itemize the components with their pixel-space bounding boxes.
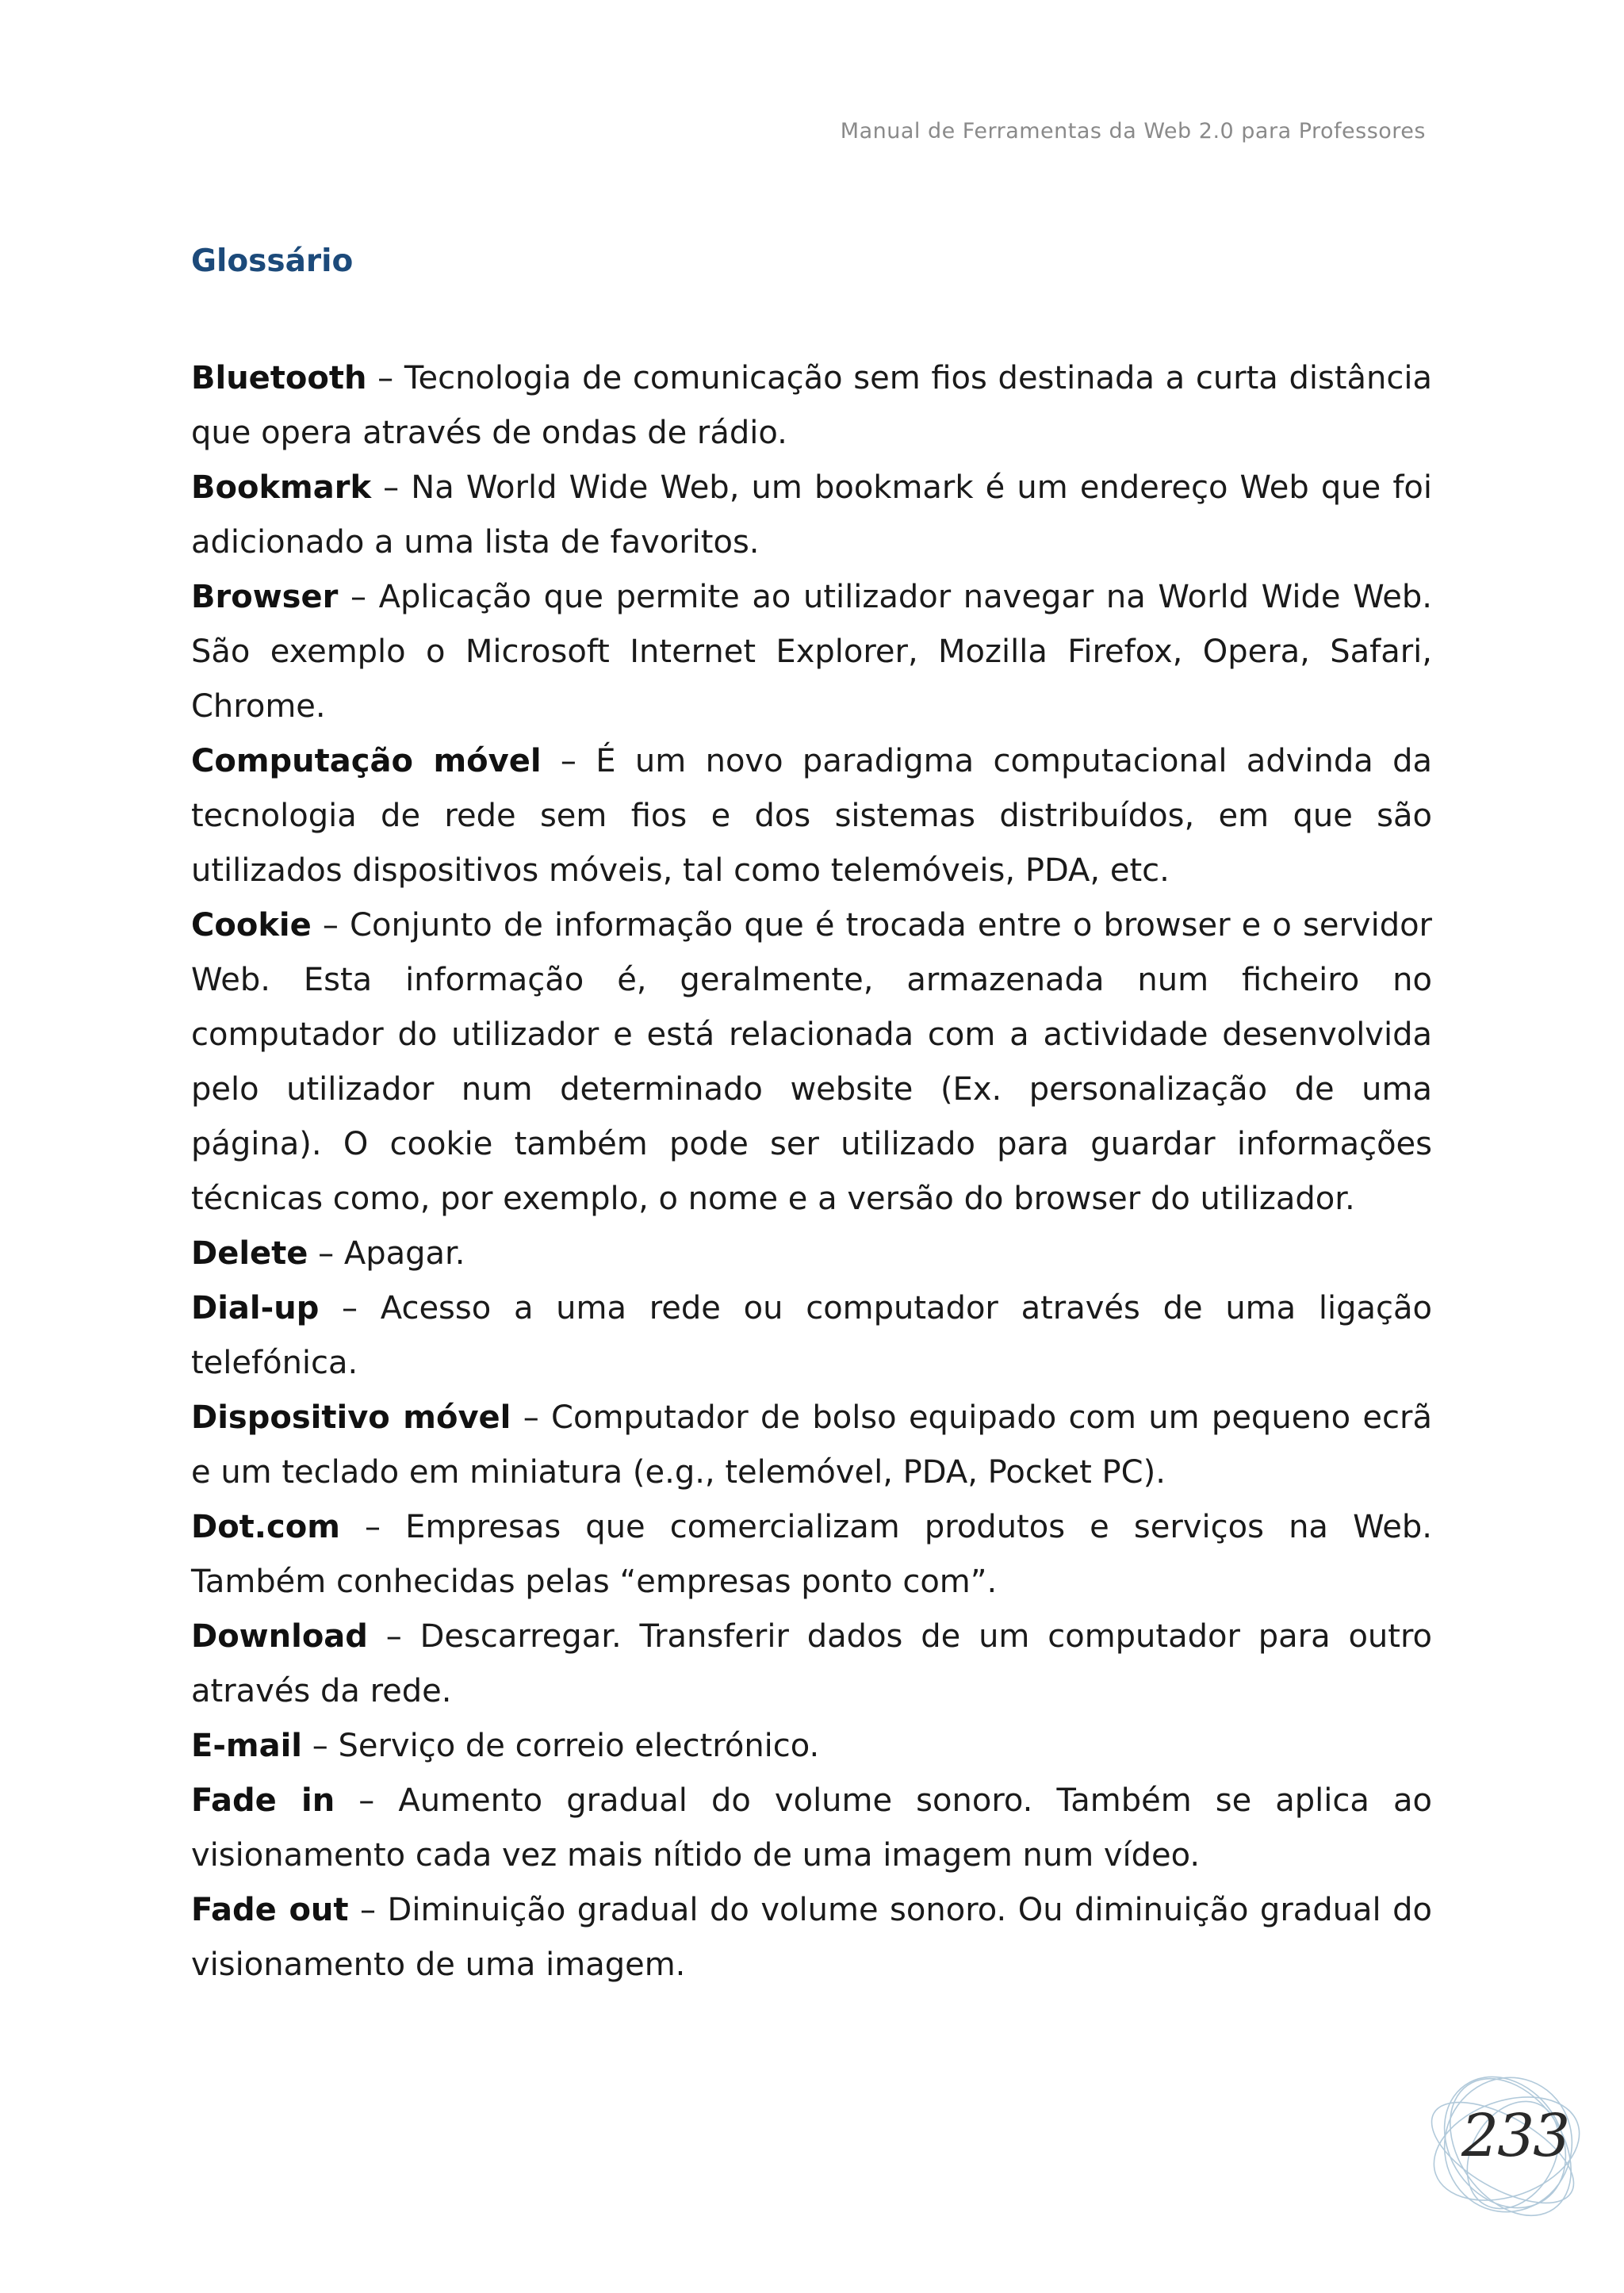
glossary-entry [191, 351, 1432, 461]
glossary-entry [191, 1883, 1432, 1992]
glossary-term: Fade in [191, 1782, 335, 1819]
glossary-term: Download [191, 1618, 368, 1655]
glossary-term: Dot.com [191, 1509, 340, 1545]
term-separator: – [302, 1728, 339, 1764]
glossary-entry [191, 1227, 1432, 1281]
glossary-entry [191, 734, 1432, 898]
glossary-entry [191, 1610, 1432, 1719]
glossary-term: Cookie [191, 907, 312, 944]
glossary-term: Bluetooth [191, 360, 367, 396]
glossary-definition: Computador de bolso equipado com um pequeno ecrã e um teclado em miniatura (e.g., telemóvel, PDA, Pocket PC). [191, 1399, 1432, 1491]
term-separator: – [366, 360, 404, 396]
glossary-definition: Empresas que comercializam produtos e serviços na Web. Também conhecidas pelas “empresas ponto com”. [191, 1509, 1432, 1600]
term-separator: – [338, 579, 379, 615]
glossary-entry [191, 461, 1432, 570]
term-separator: – [541, 743, 596, 779]
glossary-entry [191, 1719, 1432, 1774]
term-separator: – [319, 1290, 381, 1326]
glossary-list [191, 351, 1432, 1992]
glossary-definition: Apagar. [343, 1235, 465, 1272]
glossary-definition: Na World Wide Web, um bookmark é um endereço Web que foi adicionado a uma lista de favoritos. [191, 469, 1432, 561]
glossary-definition: Aumento gradual do volume sonoro. Também se aplica ao visionamento cada vez mais nítido de uma imagem num vídeo. [191, 1782, 1432, 1874]
glossary-entry [191, 1500, 1432, 1610]
glossary-term: Bookmark [191, 469, 372, 506]
glossary-term: Computação móvel [191, 743, 542, 779]
term-separator: – [339, 1509, 406, 1545]
glossary-entry [191, 1281, 1432, 1391]
page-number: 233 [1461, 2102, 1569, 2170]
glossary-entry [191, 1391, 1432, 1500]
term-separator: – [511, 1399, 552, 1436]
glossary-entry [191, 1774, 1432, 1883]
glossary-definition: Descarregar. Transferir dados de um computador para outro através da rede. [191, 1618, 1432, 1709]
glossary-definition: Aplicação que permite ao utilizador navegar na World Wide Web. São exemplo o Microsoft Internet Explorer, Mozilla Firefox, Opera, Safari, Chrome. [191, 579, 1432, 725]
glossary-term: Dial-up [191, 1290, 320, 1326]
running-header: Manual de Ferramentas da Web 2.0 para Professores [840, 119, 1426, 144]
glossary-definition: Diminuição gradual do volume sonoro. Ou diminuição gradual do visionamento de uma imagem. [191, 1892, 1433, 1983]
section-title: Glossário [191, 243, 354, 279]
glossary-entry [191, 898, 1432, 1227]
term-separator: – [371, 469, 412, 506]
glossary-definition: Serviço de correio electrónico. [338, 1728, 820, 1764]
term-separator: – [311, 907, 350, 944]
glossary-term: Browser [191, 579, 339, 615]
glossary-term: E-mail [191, 1728, 303, 1764]
glossary-definition: Acesso a uma rede ou computador através de uma ligação telefónica. [191, 1290, 1432, 1381]
glossary-entry [191, 570, 1432, 734]
term-separator: – [335, 1782, 399, 1819]
glossary-term: Fade out [191, 1892, 349, 1928]
glossary-term: Delete [191, 1235, 308, 1272]
glossary-definition: Conjunto de informação que é trocada entre o browser e o servidor Web. Esta informação é, geralmente, armazenada num ficheiro no computador do utilizador e está relacionada com a actividade desenvolvida pelo utilizador num determinado website (Ex. personalização de uma página). O cookie também pode ser utilizado para guardar informações técnicas como, por exemplo, o nome e a versão do browser do utilizador. [191, 907, 1432, 1217]
glossary-term: Dispositivo móvel [191, 1399, 511, 1436]
term-separator: – [367, 1618, 420, 1655]
term-separator: – [348, 1892, 388, 1928]
term-separator: – [308, 1235, 344, 1272]
glossary-definition: Tecnologia de comunicação sem fios destinada a curta distância que opera através de ondas de rádio. [191, 360, 1432, 451]
glossary-definition: É um novo paradigma computacional advinda da tecnologia de rede sem fios e dos sistemas distribuídos, em que são utilizados dispositivos móveis, tal como telemóveis, PDA, etc. [191, 743, 1433, 889]
